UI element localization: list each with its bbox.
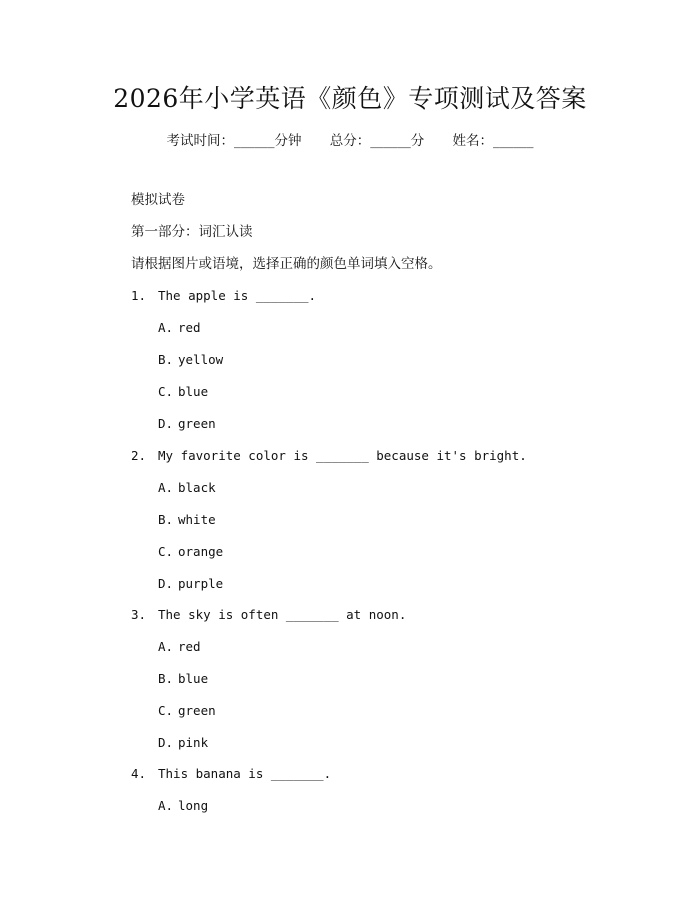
question-4 [131, 764, 331, 784]
option-text: pink [178, 735, 209, 750]
question-text: The sky is often _______ at noon. [158, 607, 407, 622]
option-letter: A. [158, 480, 174, 495]
question-text: The apple is _______. [158, 288, 317, 303]
question-number: 4. [131, 766, 147, 781]
part-title: 第一部分：词汇认读 [131, 224, 253, 240]
option-text: red [178, 320, 201, 335]
option-2b [158, 510, 216, 530]
option-letter: B. [158, 352, 174, 367]
option-letter: A. [158, 798, 174, 813]
question-number: 3. [131, 607, 147, 622]
question-3 [131, 605, 406, 625]
option-text: white [178, 512, 216, 527]
option-text: blue [178, 384, 209, 399]
option-text: orange [178, 544, 224, 559]
option-text: green [178, 416, 216, 431]
question-number: 1. [131, 288, 147, 303]
option-letter: A. [158, 320, 174, 335]
exam-time-field: 考试时间：______分钟 [166, 133, 302, 149]
option-letter: A. [158, 639, 174, 654]
option-3b [158, 669, 208, 689]
option-1a [158, 318, 201, 338]
option-letter: C. [158, 544, 174, 559]
option-4a [158, 796, 208, 816]
option-text: red [178, 639, 201, 654]
question-1 [131, 286, 316, 306]
option-3c [158, 701, 216, 721]
option-text: blue [178, 671, 209, 686]
option-text: green [178, 703, 216, 718]
instruction-text: 请根据图片或语境，选择正确的颜色单词填入空格。 [131, 256, 442, 272]
section-label: 模拟试卷 [131, 192, 185, 208]
option-letter: D. [158, 735, 174, 750]
exam-info-row [0, 131, 700, 151]
option-1c [158, 382, 208, 402]
option-text: black [178, 480, 216, 495]
option-2c [158, 542, 223, 562]
option-3d [158, 733, 208, 753]
option-letter: D. [158, 576, 174, 591]
student-name-field: 姓名：______ [452, 133, 534, 149]
option-letter: B. [158, 671, 174, 686]
option-1d [158, 414, 216, 434]
option-text: long [178, 798, 209, 813]
option-letter: D. [158, 416, 174, 431]
question-2 [131, 446, 527, 466]
question-text: My favorite color is _______ because it's bright. [158, 448, 527, 463]
option-letter: C. [158, 384, 174, 399]
option-2d [158, 574, 223, 594]
option-text: yellow [178, 352, 224, 367]
option-1b [158, 350, 223, 370]
total-score-field: 总分：______分 [329, 133, 425, 149]
option-3a [158, 637, 201, 657]
option-text: purple [178, 576, 224, 591]
question-text: This banana is _______. [158, 766, 332, 781]
page-title: 2026年小学英语《颜色》专项测试及答案 [113, 84, 587, 113]
option-letter: B. [158, 512, 174, 527]
question-number: 2. [131, 448, 147, 463]
option-letter: C. [158, 703, 174, 718]
option-2a [158, 478, 216, 498]
